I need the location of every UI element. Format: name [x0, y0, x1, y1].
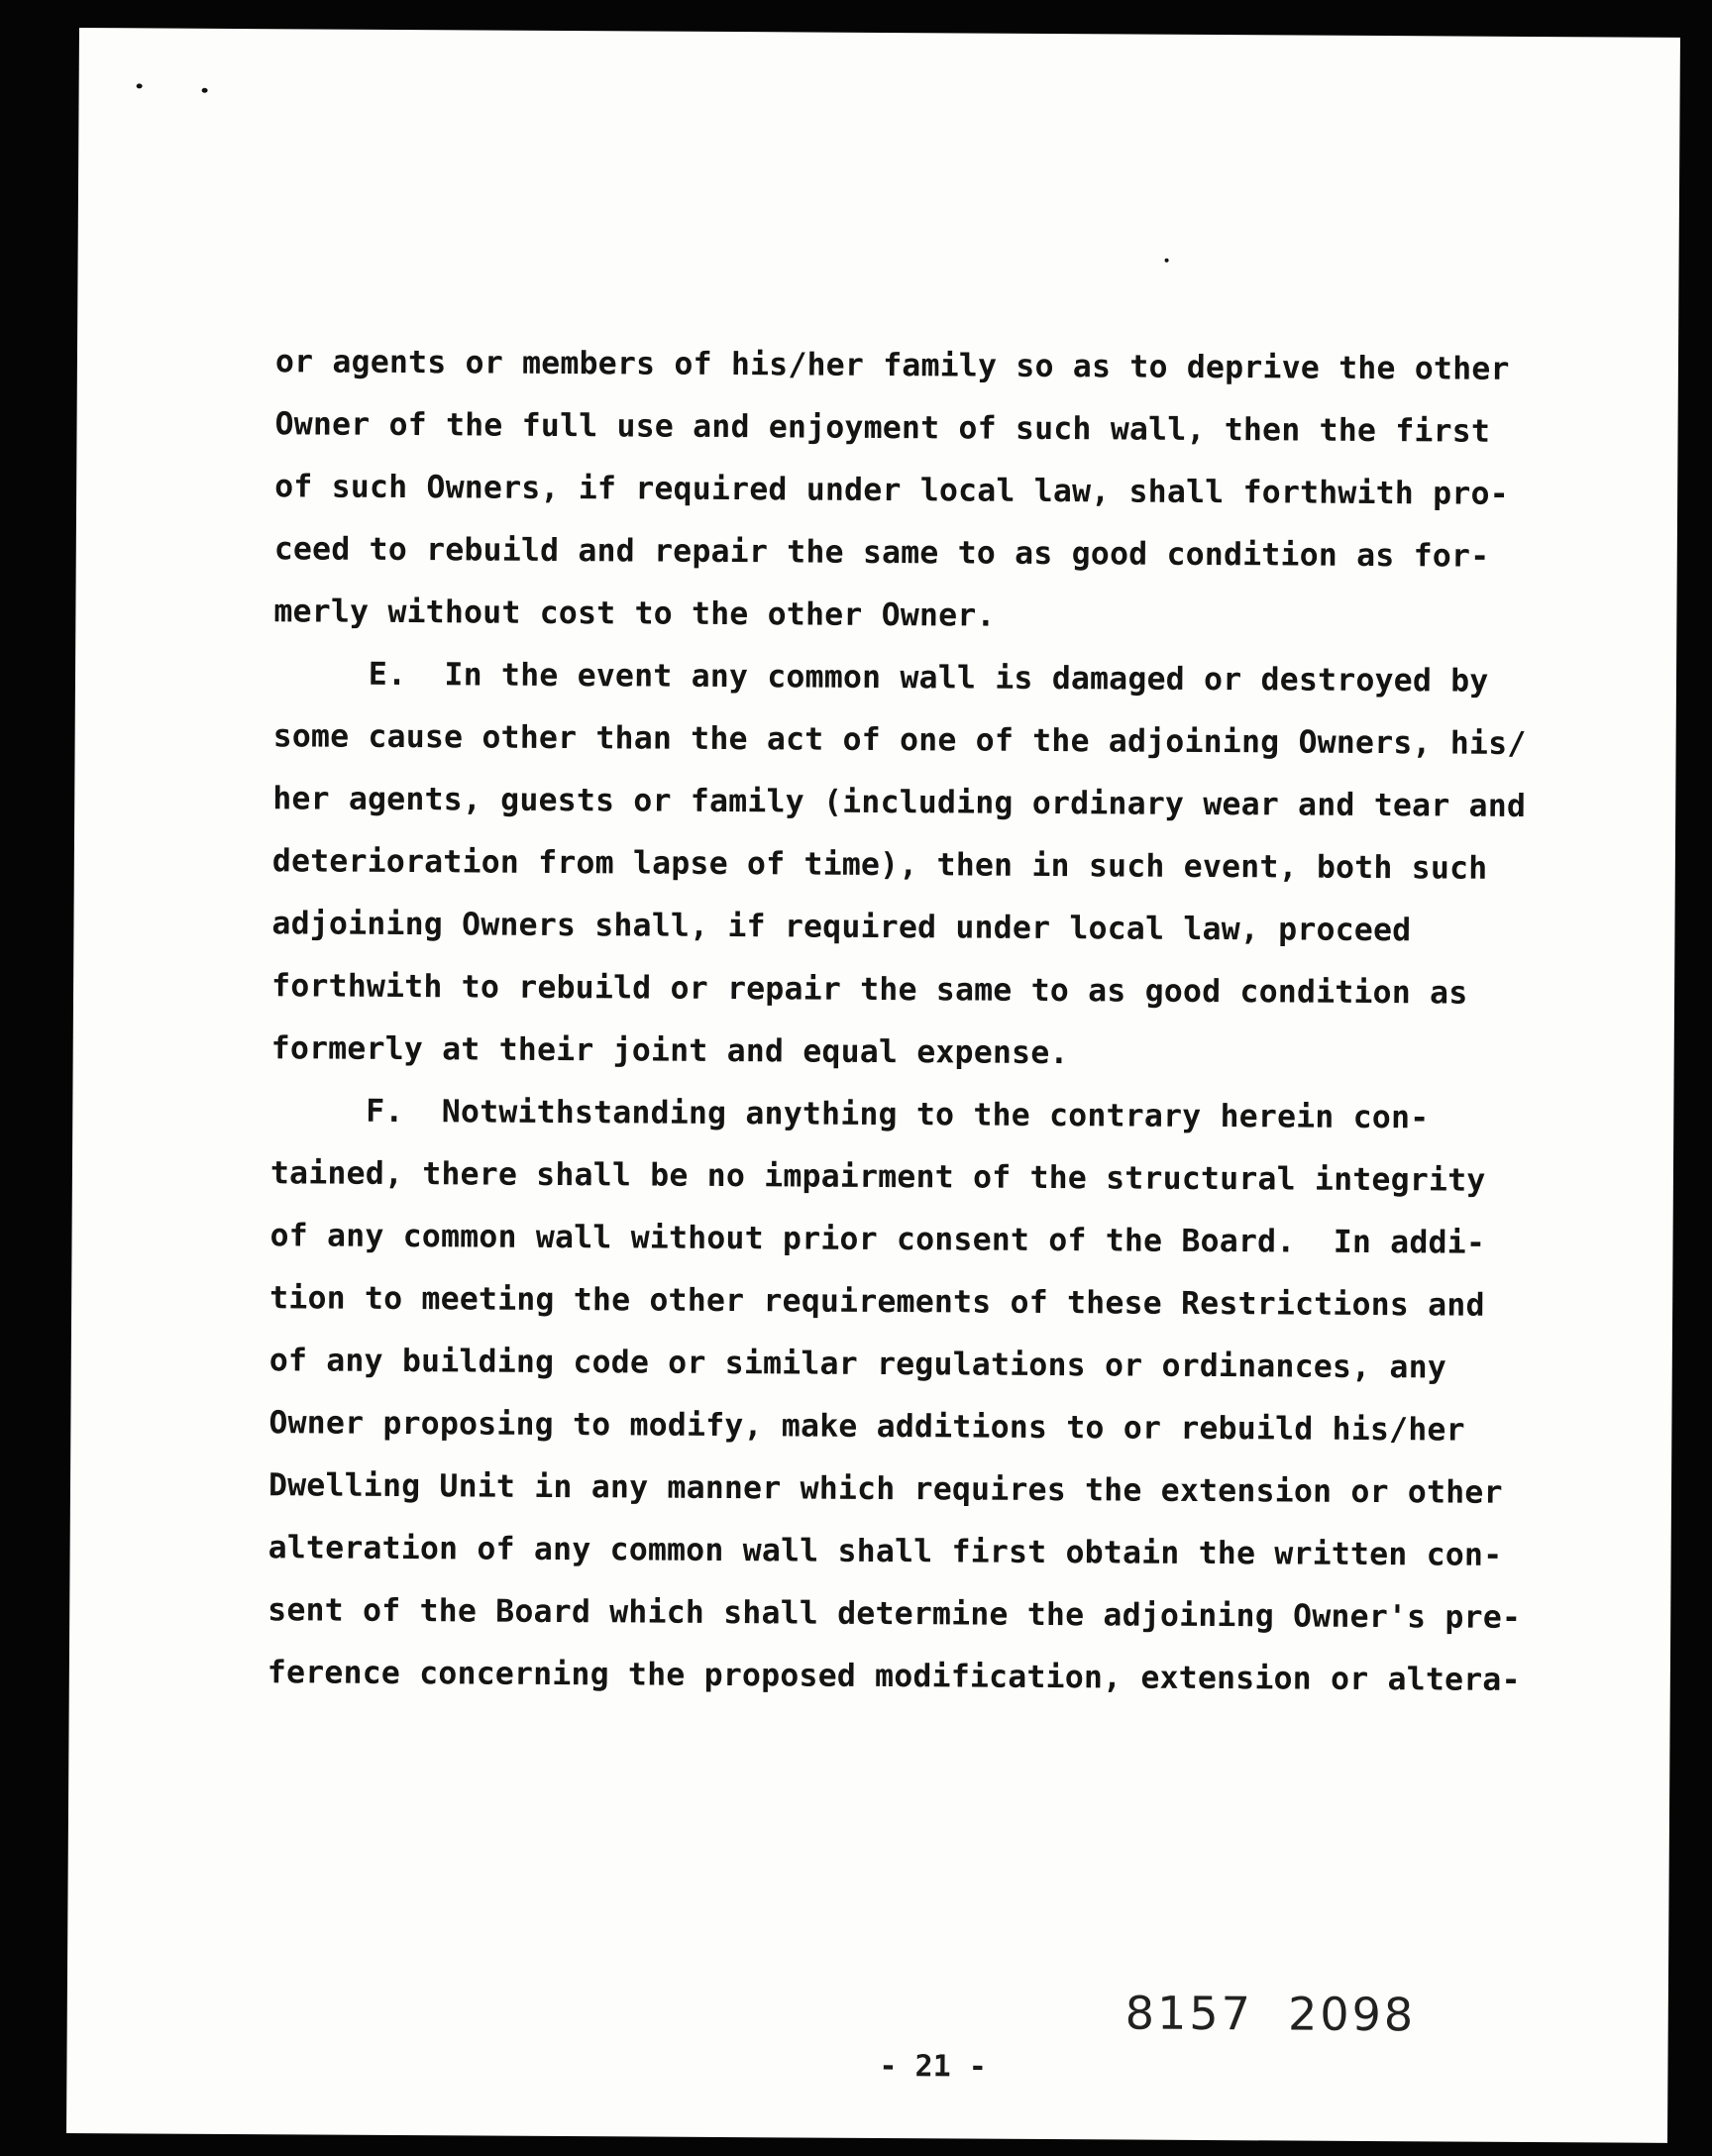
text-line: sent of the Board which shall determine the adjoining Owner's pre-: [268, 1592, 1522, 1636]
text-line: tained, there shall be no impairment of the structural integrity: [269, 1155, 1486, 1199]
text-line: alteration of any common wall shall first obtain the written con-: [268, 1530, 1503, 1573]
text-line: of any common wall without prior consent of the Board. In addi-: [269, 1218, 1486, 1261]
document-number: 8157 2098: [1124, 1986, 1417, 2042]
text-line: of such Owners, if required under local law, shall forthwith pro-: [274, 469, 1509, 512]
text-line: forthwith to rebuild or repair the same to as good condition as: [270, 968, 1468, 1012]
paragraph-e-first-line: E. In the event any common wall is damaged or destroyed by: [272, 656, 1489, 700]
text-line: her agents, guests or family (including ordinary wear and tear and: [272, 781, 1527, 824]
scan-speck: [137, 83, 143, 88]
scan-speck: [202, 88, 208, 93]
document-page: [66, 28, 1680, 2143]
body-text: [268, 331, 1633, 1712]
scan-speck: [1165, 259, 1169, 263]
text-line: or agents or members of his/her family so as to deprive the other: [274, 344, 1510, 387]
text-line: ceed to rebuild and repair the same to as good condition as for-: [273, 531, 1490, 575]
text-line: of any building code or similar regulations or ordinances, any: [268, 1343, 1447, 1386]
text-line: Owner proposing to modify, make additions to or rebuild his/her: [268, 1405, 1465, 1449]
text-line: deterioration from lapse of time), then in such event, both such: [271, 843, 1488, 887]
paragraph-f-first-line: F. Notwithstanding anything to the contrary herein con-: [270, 1093, 1430, 1136]
text-line: ference concerning the proposed modification, extension or altera-: [267, 1655, 1521, 1698]
text-line: some cause other than the act of one of the adjoining Owners, his/: [272, 718, 1527, 762]
text-line: adjoining Owners shall, if required under local law, proceed: [271, 906, 1412, 949]
text-line: tion to meeting the other requirements of these Restrictions and: [269, 1280, 1485, 1324]
text-line: Owner of the full use and enjoyment of such wall, then the first: [274, 406, 1491, 450]
text-line: formerly at their joint and equal expense.: [270, 1030, 1069, 1072]
page-number: - 21 -: [879, 2048, 987, 2085]
text-line: Dwelling Unit in any manner which requires the extension or other: [268, 1467, 1503, 1511]
text-line: merly without cost to the other Owner.: [273, 593, 996, 634]
